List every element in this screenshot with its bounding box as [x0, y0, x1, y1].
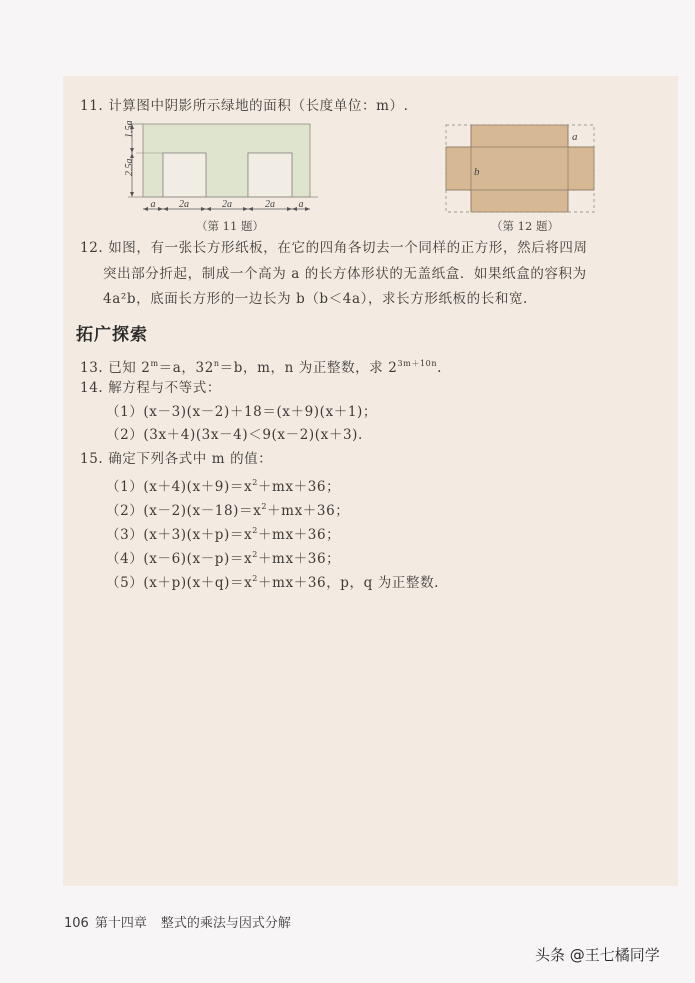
figure-12-caption: （第 12 题）: [491, 219, 559, 233]
label-1-5a: 1.5a: [124, 120, 135, 138]
problem-13: [80, 354, 442, 378]
exponent: 2: [252, 478, 258, 487]
item-rhs: ＋mx＋36；: [257, 479, 341, 495]
problem-14-item-1: [106, 402, 377, 422]
exponent: 2: [252, 574, 258, 583]
problem-text: 计算图中阴影所示绿地的面积（长度单位：m）.: [108, 98, 409, 114]
item-label: （1）: [106, 479, 144, 495]
problem-15-item-3: [106, 521, 340, 545]
problem-12-line-2: 突出部分折起，制成一个高为 a 的长方体形状的无盖纸盒．如果纸盒的容积为: [103, 266, 587, 282]
item-label: （5）: [106, 575, 144, 591]
problem-number: 14.: [80, 380, 104, 396]
problem-15-item-5: [106, 569, 439, 593]
item-expr: (x－3)(x－2)＋18＝(x＋9)(x＋1)；: [143, 404, 378, 420]
label-a-left: a: [150, 199, 156, 210]
item-label: （2）: [106, 427, 144, 443]
item-label: （3）: [106, 527, 144, 543]
problem-number: 15.: [80, 451, 104, 467]
problem-15: [80, 449, 272, 469]
problem-15-item-2: [106, 497, 349, 521]
label-2a-2: 2a: [222, 199, 232, 210]
item-lhs: (x－2)(x－18)＝x: [143, 503, 262, 519]
page-footer: [64, 912, 291, 931]
text: ＝a，32: [158, 360, 214, 376]
exponent: 2: [261, 502, 268, 511]
text: ＝b，m，n 为正整数，求 2: [219, 360, 398, 376]
exponent: 2: [252, 526, 258, 535]
item-lhs: (x＋4)(x＋9)＝x: [143, 479, 253, 495]
text: 已知 2: [108, 360, 151, 376]
problem-number: 13.: [80, 360, 104, 376]
problem-14: [80, 378, 221, 398]
label-2a-1: 2a: [179, 199, 189, 210]
problem-15-item-4: [106, 545, 340, 569]
problem-title: 解方程与不等式：: [108, 380, 221, 396]
item-label: （4）: [106, 551, 144, 567]
label-a-right: a: [298, 199, 304, 210]
figure-11-caption: （第 11 题）: [196, 219, 264, 233]
item-rhs: ＋mx＋36；: [257, 551, 341, 567]
exponent: 2: [252, 550, 258, 559]
exponent: m: [150, 359, 159, 368]
page-number: 106: [64, 916, 89, 931]
figure-12-diagram: [440, 120, 605, 218]
problem-15-item-1: [106, 473, 340, 497]
item-rhs: ＋mx＋36，p，q 为正整数.: [258, 575, 440, 591]
chapter-label: 第十四章: [94, 916, 147, 931]
exponent: n: [213, 359, 220, 368]
problem-text: 如图，有一张长方形纸板，在它的四角各切去一个同样的正方形，然后将四周: [108, 240, 588, 256]
watermark: 头条 @王七橘同学: [535, 946, 660, 964]
problem-number: 12.: [80, 240, 104, 256]
text: .: [437, 360, 442, 376]
item-label: （1）: [106, 404, 144, 420]
label-a: a: [572, 131, 578, 143]
item-expr: (3x＋4)(3x－4)＜9(x－2)(x＋3).: [143, 427, 363, 443]
item-label: （2）: [106, 503, 144, 519]
problem-11: [80, 96, 408, 116]
problem-14-item-2: [106, 425, 363, 445]
item-lhs: (x＋3)(x＋p)＝x: [143, 527, 253, 543]
chapter-title: 整式的乘法与因式分解: [160, 916, 291, 931]
item-rhs: ＋mx＋36；: [257, 527, 341, 543]
exponent: 3m＋10n: [397, 359, 438, 368]
label-b: b: [474, 166, 480, 178]
section-heading: 拓广探索: [76, 325, 148, 345]
figure-11-diagram: [108, 116, 328, 216]
item-lhs: (x＋p)(x＋q)＝x: [143, 575, 253, 591]
item-lhs: (x－6)(x－p)＝x: [143, 551, 253, 567]
problem-12-line-1: [80, 238, 588, 258]
label-2a-3: 2a: [265, 199, 275, 210]
problem-number: 11.: [80, 98, 104, 114]
item-rhs: ＋mx＋36；: [267, 503, 350, 519]
label-2-5a: 2.5a: [124, 158, 135, 176]
problem-12-line-3: 4a²b，底面长方形的一边长为 b（b＜4a），求长方形纸板的长和宽.: [103, 291, 528, 307]
problem-title: 确定下列各式中 m 的值：: [108, 451, 273, 467]
